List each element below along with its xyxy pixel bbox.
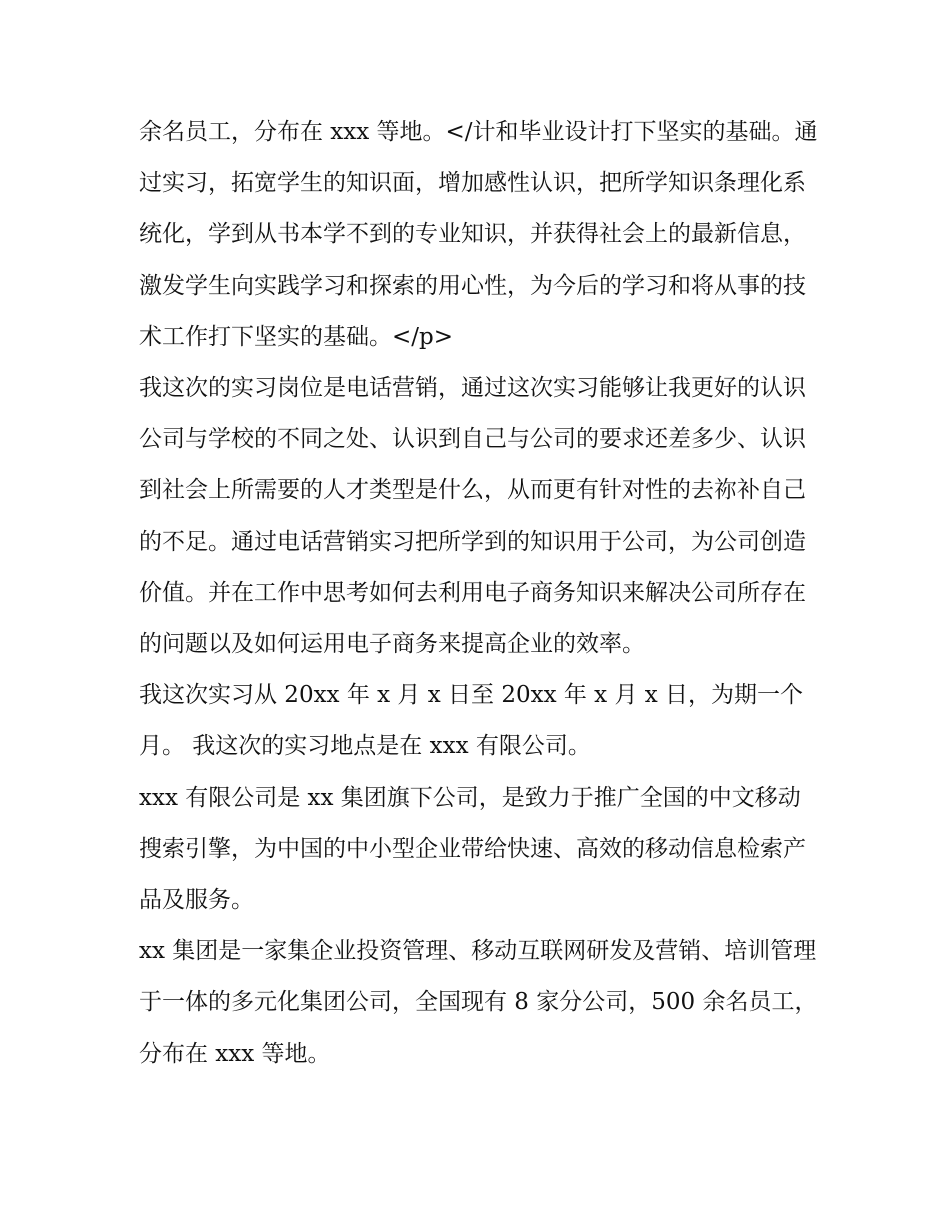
document-page — [139, 107, 819, 1080]
paragraph-3: 我这次实习从 20xx 年 x 月 x 日至 20xx 年 x 月 x 日，为期一个月。 我这次的实习地点是在 xxx 有限公司。 — [139, 682, 804, 760]
paragraph-1: 余名员工，分布在 xxx 等地。</计和毕业设计打下坚实的基础。通过实习，拓宽学生的知识面，增加感性认识，把所学知识条理化系统化，学到从书本学不到的专业知识，并获得社会上的最新信息，激发学生向实践学习和探索的用心性，为今后的学习和将从事的技术工作打下坚实的基础。</p> — [139, 119, 818, 350]
paragraph-2: 我这次的实习岗位是电话营销，通过这次实习能够让我更好的认识公司与学校的不同之处、认识到自己与公司的要求还差多少、认识到社会上所需要的人才类型是什么，从而更有针对性的去祢补自己的不足。通过电话营销实习把所学到的知识用于公司，为公司创造价值。并在工作中思考如何去利用电子商务知识来解决公司所存在的问题以及如何运用电子商务来提高企业的效率。 — [139, 375, 806, 658]
paragraph-5: xx 集团是一家集企业投资管理、移动互联网研发及营销、培训管理于一体的多元化集团公司，全国现有 8 家分公司，500 余名员工，分布在 xxx 等地。 — [139, 938, 818, 1067]
paragraph-4: xxx 有限公司是 xx 集团旗下公司，是致力于推广全国的中文移动搜索引擎，为中国的中小型企业带给快速、高效的移动信息检索产品及服务。 — [139, 784, 806, 914]
